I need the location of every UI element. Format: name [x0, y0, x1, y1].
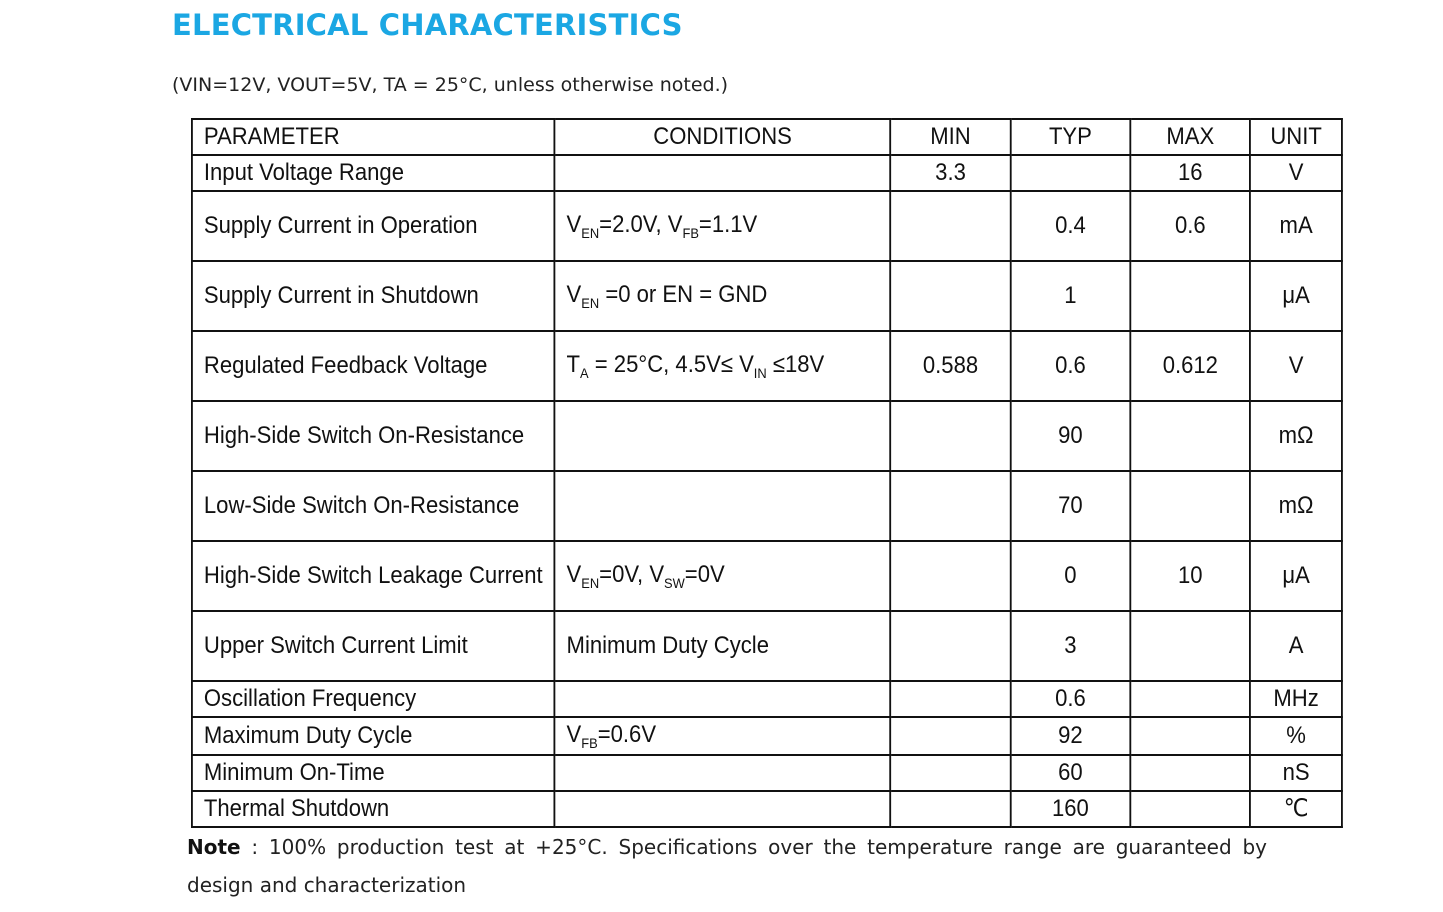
min-cell	[891, 755, 1011, 791]
min-cell	[891, 681, 1011, 717]
test-conditions-subtitle: (VIN=12V, VOUT=5V, TA = 25°C, unless otherwise noted.)	[172, 74, 729, 96]
typ-cell: 70	[1010, 471, 1130, 541]
conditions-cell	[555, 791, 891, 827]
max-cell	[1130, 261, 1250, 331]
parameter-cell: Regulated Feedback Voltage	[192, 331, 555, 401]
conditions-cell: $V_{FB}=0.6V$	[555, 717, 891, 755]
max-cell: 0.6	[1130, 191, 1250, 261]
conditions-cell	[555, 755, 891, 791]
table-row	[192, 155, 1342, 191]
min-cell	[891, 191, 1011, 261]
typ-cell: 90	[1010, 401, 1130, 471]
parameter-cell: Thermal Shutdown	[192, 791, 555, 827]
min-cell	[891, 541, 1011, 611]
max-cell: 16	[1130, 155, 1250, 191]
header-min: MIN	[891, 119, 1011, 155]
header-max: MAX	[1130, 119, 1250, 155]
unit-cell: mΩ	[1250, 471, 1342, 541]
min-cell	[891, 261, 1011, 331]
parameter-cell: Supply Current in Operation	[192, 191, 555, 261]
table-row	[192, 755, 1342, 791]
table-body	[192, 155, 1342, 827]
conditions-cell	[555, 681, 891, 717]
table-row	[192, 401, 1342, 471]
max-cell: 10	[1130, 541, 1250, 611]
conditions-cell	[555, 155, 891, 191]
unit-cell: A	[1250, 611, 1342, 681]
header-unit: UNIT	[1250, 119, 1342, 155]
typ-cell: 60	[1010, 755, 1130, 791]
parameter-cell: Supply Current in Shutdown	[192, 261, 555, 331]
parameter-cell: Minimum On-Time	[192, 755, 555, 791]
unit-cell: MHz	[1250, 681, 1342, 717]
table-row	[192, 331, 1342, 401]
typ-cell: 0.4	[1010, 191, 1130, 261]
min-cell: 3.3	[891, 155, 1011, 191]
min-cell	[891, 791, 1011, 827]
conditions-cell: $T_A = 25^\circ C$, $4.5V\le V_{IN} \le 18V$	[555, 331, 891, 401]
max-cell	[1130, 401, 1250, 471]
conditions-cell	[555, 471, 891, 541]
unit-cell: %	[1250, 717, 1342, 755]
min-cell	[891, 611, 1011, 681]
note-label: Note	[187, 835, 241, 859]
typ-cell: 0.6	[1010, 331, 1130, 401]
parameter-cell: Low-Side Switch On-Resistance	[192, 471, 555, 541]
table-row	[192, 681, 1342, 717]
table-row	[192, 717, 1342, 755]
max-cell: 0.612	[1130, 331, 1250, 401]
typ-cell: 3	[1010, 611, 1130, 681]
unit-cell: nS	[1250, 755, 1342, 791]
conditions-cell: $V_{EN}=0V$, $V_{SW}=0V$	[555, 541, 891, 611]
table-row	[192, 191, 1342, 261]
unit-cell: mA	[1250, 191, 1342, 261]
conditions-cell	[555, 401, 891, 471]
unit-cell: V	[1250, 155, 1342, 191]
conditions-cell: $V_{EN} =0$ or EN = GND	[555, 261, 891, 331]
table-header-row	[192, 119, 1342, 155]
table-row	[192, 541, 1342, 611]
typ-cell: 160	[1010, 791, 1130, 827]
typ-cell: 0.6	[1010, 681, 1130, 717]
section-title: ELECTRICAL CHARACTERISTICS	[172, 8, 683, 42]
min-cell	[891, 471, 1011, 541]
max-cell	[1130, 611, 1250, 681]
header-conditions: CONDITIONS	[555, 119, 891, 155]
electrical-characteristics-table	[191, 118, 1343, 828]
typ-cell: 92	[1010, 717, 1130, 755]
min-cell	[891, 401, 1011, 471]
conditions-cell: $V_{EN}=2.0V$, $V_{FB}=1.1V$	[555, 191, 891, 261]
table-row	[192, 611, 1342, 681]
typ-cell: 1	[1010, 261, 1130, 331]
min-cell: 0.588	[891, 331, 1011, 401]
max-cell	[1130, 755, 1250, 791]
note-text: : 100% production test at +25°C. Specifications over the temperature range are guaranteed by design and characterization	[187, 835, 1267, 897]
table-row	[192, 791, 1342, 827]
header-parameter: PARAMETER	[192, 119, 555, 155]
footnote	[187, 828, 1267, 904]
typ-cell	[1010, 155, 1130, 191]
parameter-cell: Oscillation Frequency	[192, 681, 555, 717]
header-typ: TYP	[1010, 119, 1130, 155]
unit-cell: V	[1250, 331, 1342, 401]
max-cell	[1130, 791, 1250, 827]
max-cell	[1130, 471, 1250, 541]
unit-cell: μA	[1250, 261, 1342, 331]
table-row	[192, 471, 1342, 541]
unit-cell: mΩ	[1250, 401, 1342, 471]
typ-cell: 0	[1010, 541, 1130, 611]
parameter-cell: High-Side Switch Leakage Current	[192, 541, 555, 611]
parameter-cell: Upper Switch Current Limit	[192, 611, 555, 681]
conditions-cell: Minimum Duty Cycle	[555, 611, 891, 681]
min-cell	[891, 717, 1011, 755]
parameter-cell: High-Side Switch On-Resistance	[192, 401, 555, 471]
unit-cell: ℃	[1250, 791, 1342, 827]
max-cell	[1130, 681, 1250, 717]
table-row	[192, 261, 1342, 331]
parameter-cell: Input Voltage Range	[192, 155, 555, 191]
parameter-cell: Maximum Duty Cycle	[192, 717, 555, 755]
max-cell	[1130, 717, 1250, 755]
unit-cell: μA	[1250, 541, 1342, 611]
